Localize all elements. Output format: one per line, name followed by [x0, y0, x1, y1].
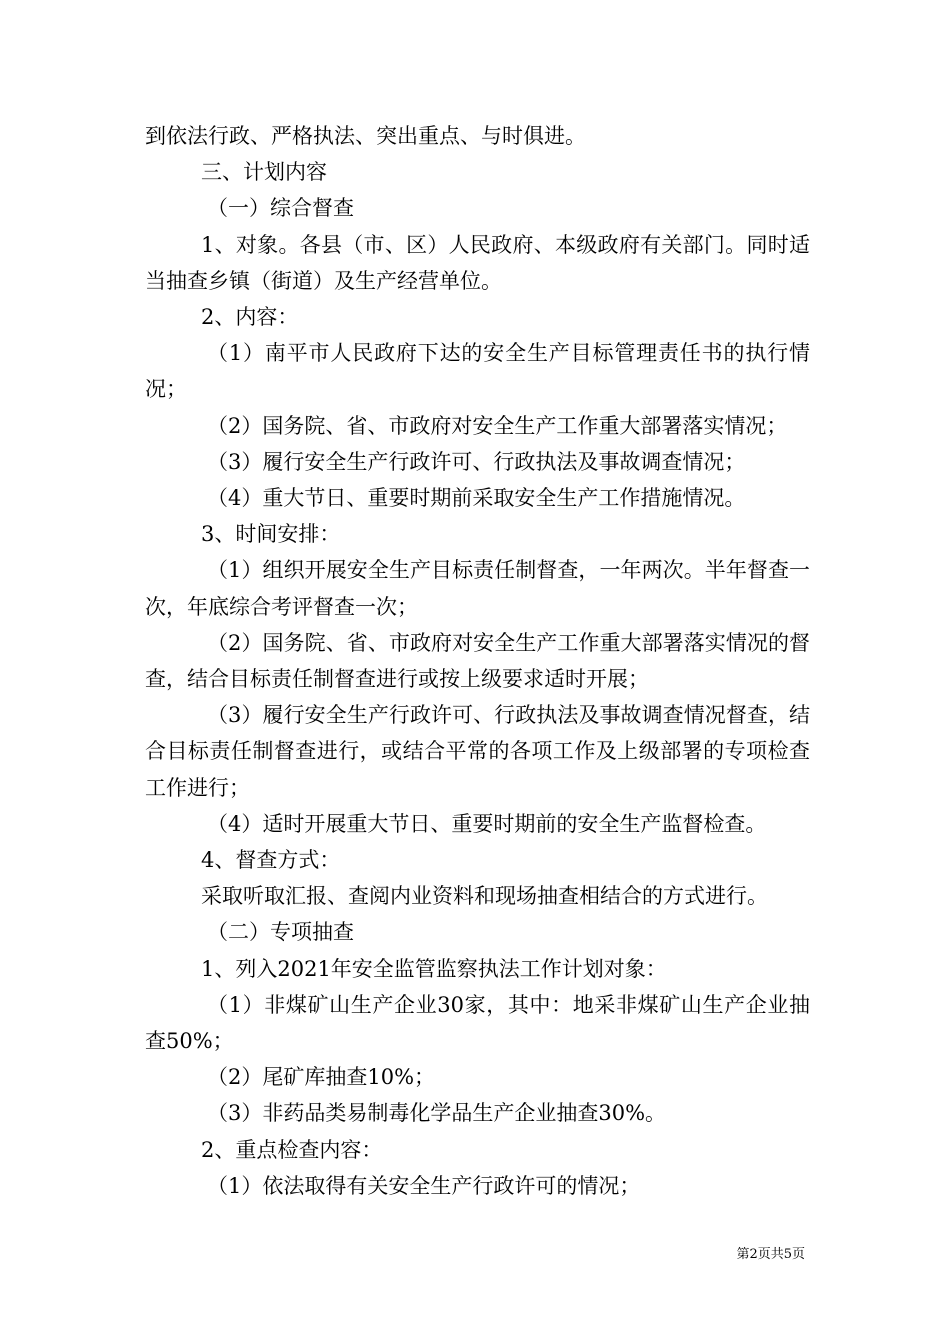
subsection-heading-comprehensive-inspection: （一）综合督查	[207, 196, 354, 221]
paragraph-schedule-heading: 3、时间安排：	[201, 522, 341, 547]
paragraph-schedule-item-2: （2）国务院、省、市政府对安全生产工作重大部署落实情况的督查，结合目标责任制督查进行或按上级要求适时开展；	[145, 630, 810, 692]
section-heading-plan-content: 三、计划内容	[201, 160, 327, 185]
page-number: 第2页共5页	[736, 1247, 805, 1262]
paragraph-content-item-4: （4）重大节日、重要时期前采取安全生产工作措施情况。	[207, 486, 746, 511]
paragraph-content-item-1: （1）南平市人民政府下达的安全生产目标管理责任书的执行情况；	[145, 341, 810, 402]
document-body	[145, 118, 810, 1204]
paragraph-content-item-3: （3）履行安全生产行政许可、行政执法及事故调查情况；	[207, 449, 746, 474]
paragraph-continuation: 到依法行政、严格执法、突出重点、与时俱进。	[145, 124, 586, 148]
paragraph-content-item-2: （2）国务院、省、市政府对安全生产工作重大部署落实情况；	[207, 413, 788, 438]
paragraph-key-inspection-item-1: （1）依法取得有关安全生产行政许可的情况；	[207, 1173, 641, 1198]
paragraph-objects: 1、对象。各县（市、区）人民政府、本级政府有关部门。同时适当抽查乡镇（街道）及生产经营单位。	[145, 232, 810, 293]
paragraph-schedule-item-1: （1）组织开展安全生产目标责任制督查，一年两次。半年督查一次，年底综合考评督查一次；	[145, 558, 810, 619]
paragraph-plan-objects-heading: 1、列入2021年安全监管监察执法工作计划对象：	[201, 956, 667, 981]
paragraph-method-body: 采取听取汇报、查阅内业资料和现场抽查相结合的方式进行。	[201, 884, 768, 909]
paragraph-plan-objects-item-3: （3）非药品类易制毒化学品生产企业抽查30%。	[207, 1101, 667, 1126]
paragraph-method-heading: 4、督查方式：	[201, 848, 341, 873]
paragraph-schedule-item-3: （3）履行安全生产行政许可、行政执法及事故调查情况督查，结合目标责任制督查进行，或结合平常的各项工作及上级部署的专项检查工作进行；	[145, 703, 810, 800]
paragraph-schedule-item-4: （4）适时开展重大节日、重要时期前的安全生产监督检查。	[207, 811, 767, 836]
subsection-heading-special-inspection: （二）专项抽查	[207, 920, 354, 945]
paragraph-key-inspection-heading: 2、重点检查内容：	[201, 1137, 383, 1162]
paragraph-content-heading: 2、内容：	[201, 305, 299, 330]
paragraph-plan-objects-item-1: （1）非煤矿山生产企业30家，其中：地采非煤矿山生产企业抽查50%；	[145, 992, 810, 1054]
paragraph-plan-objects-item-2: （2）尾矿库抽查10%；	[207, 1065, 436, 1090]
